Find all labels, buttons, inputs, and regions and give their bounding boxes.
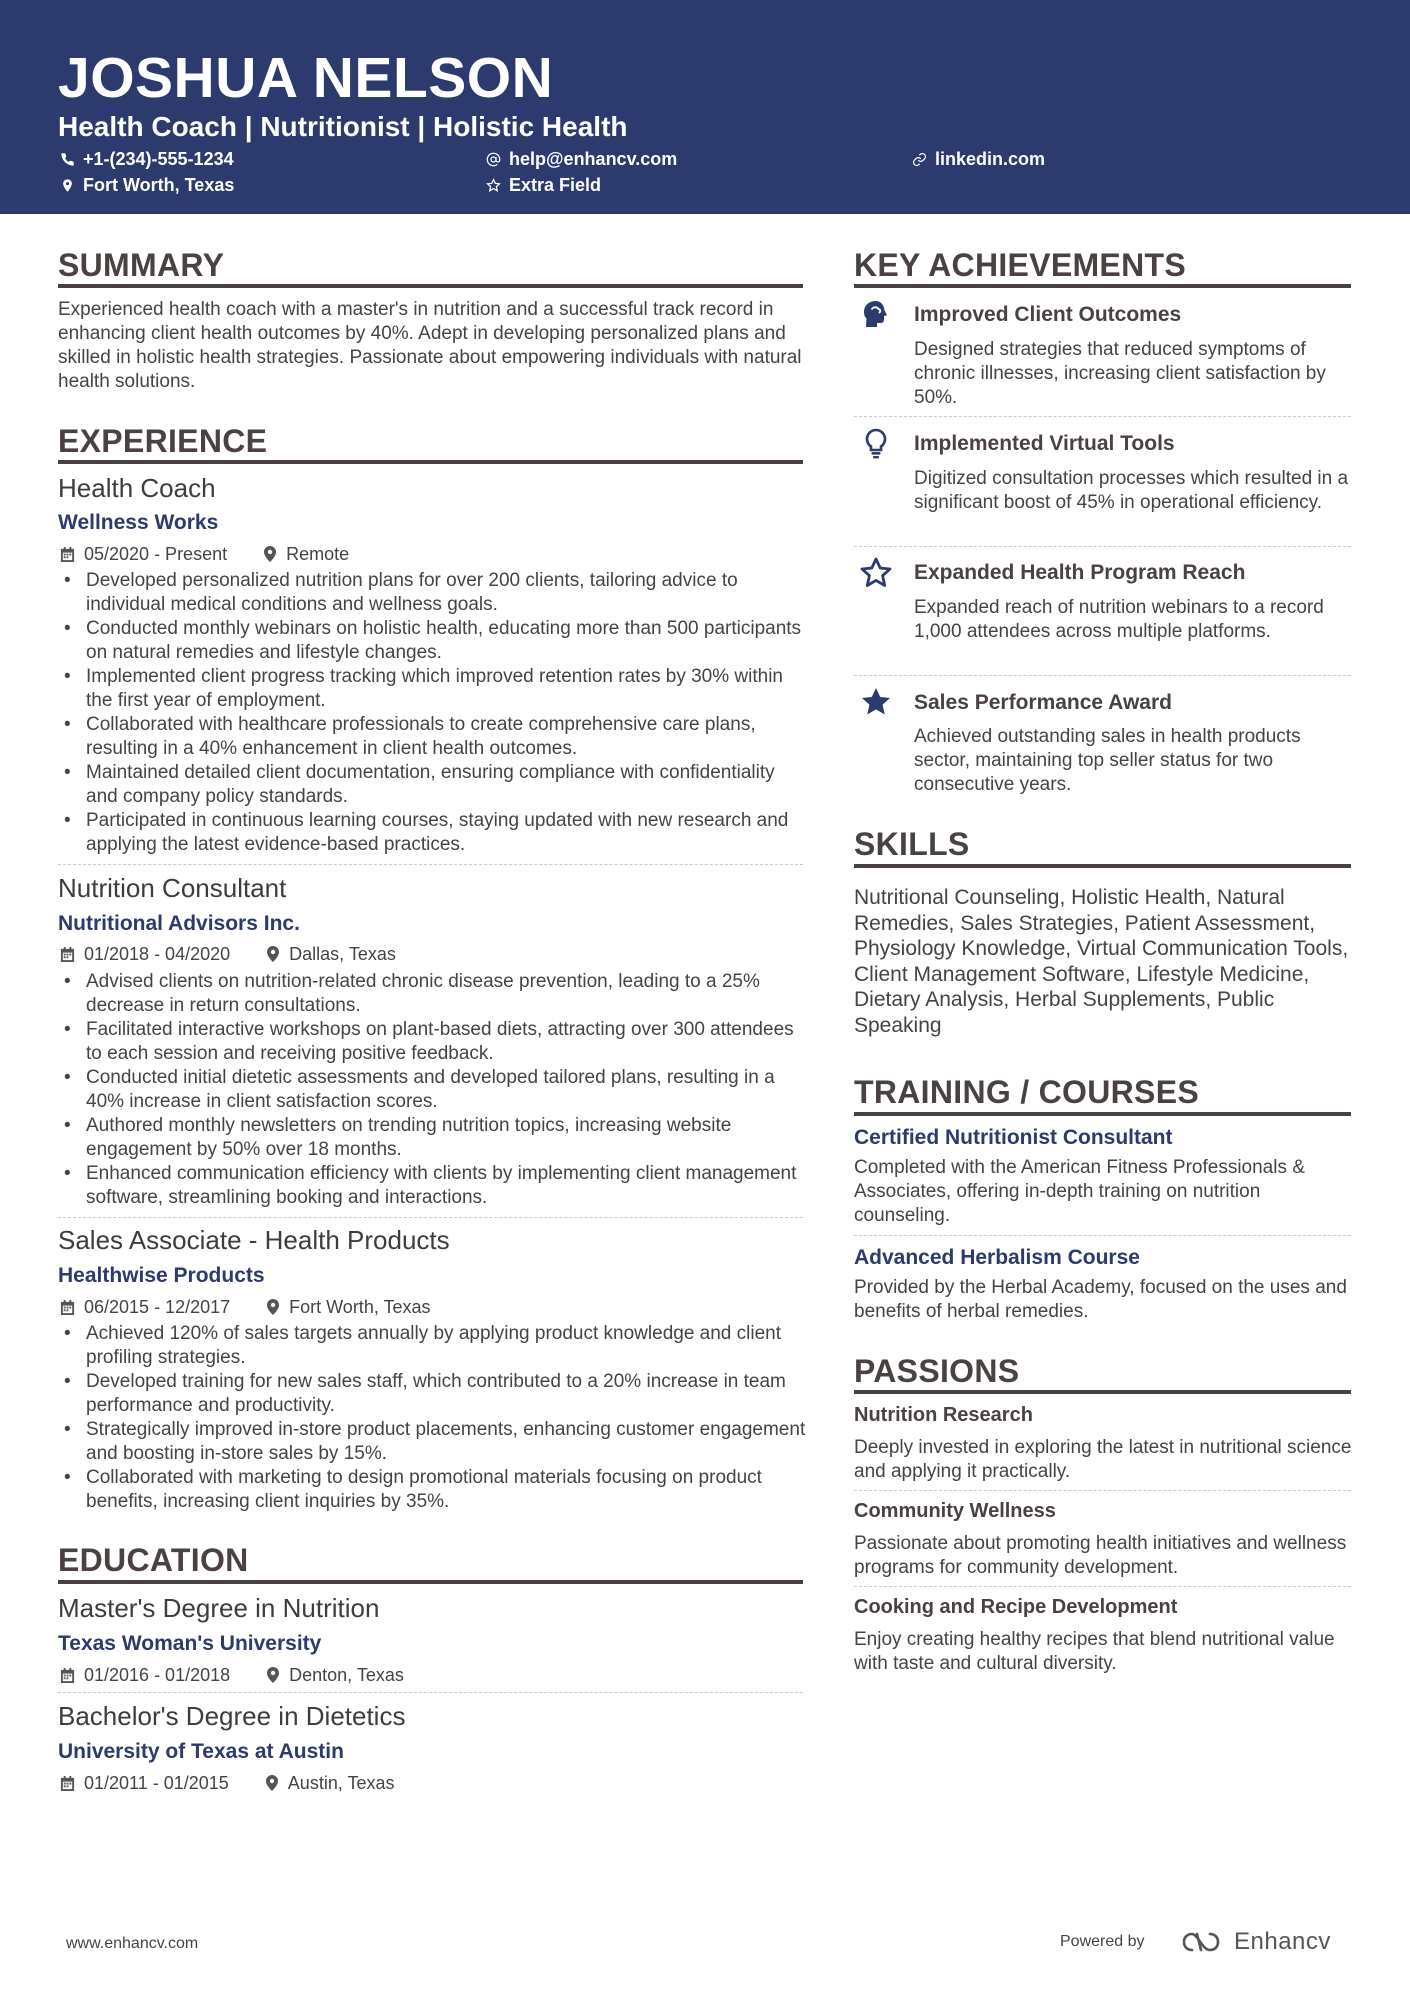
passion-title: Nutrition Research — [854, 1404, 1033, 1426]
map-pin-icon — [265, 1775, 279, 1791]
job-location — [266, 1296, 430, 1318]
job-title: Nutrition Consultant — [58, 873, 287, 903]
bullet-item: • Collaborated with healthcare professionals to create comprehensive care plans, resulting in a 40% enhancement in client health outcomes. — [58, 713, 808, 761]
enhancv-logo[interactable] — [1180, 1924, 1331, 1960]
achievement-text: Digitized consultation processes which resulted in a significant boost of 45% in operational efficiency. — [914, 468, 1349, 513]
contact-extra — [486, 174, 601, 196]
experience-rule — [58, 460, 803, 464]
summary-text: Experienced health coach with a master's in nutrition and a successful track record in enhancing client health outcomes by 40%. Adept in developing personalized plans and skilled in holistic health strategies. Passionate about empowering individuals with natural health solutions. — [58, 299, 802, 392]
education-title: EDUCATION — [58, 1542, 249, 1578]
star-filled-icon — [859, 685, 893, 719]
star-outline-icon — [859, 556, 893, 590]
education-location-text: Austin, Texas — [287, 1773, 395, 1793]
map-pin-icon — [266, 946, 280, 962]
achievements-rule — [854, 284, 1351, 288]
calendar-icon — [60, 1668, 75, 1683]
calendar-icon — [60, 1300, 75, 1315]
calendar-icon — [60, 547, 75, 562]
candidate-name: JOSHUA NELSON — [58, 46, 554, 110]
bullet-item: • Developed personalized nutrition plans for over 200 clients, tailoring advice to individual medical conditions and wellness goals. — [58, 569, 808, 617]
head-icon — [859, 298, 893, 332]
divider — [854, 675, 1351, 676]
star-outline-icon — [486, 178, 501, 193]
bullet-item: • Conducted monthly webinars on holistic health, educating more than 500 participants on natural remedies and lifestyle changes. — [58, 617, 808, 665]
job-meta — [60, 543, 349, 565]
education-location — [265, 1772, 395, 1794]
map-pin-icon — [60, 178, 75, 193]
map-pin-icon — [266, 1667, 280, 1683]
job-title: Health Coach — [58, 473, 216, 503]
header-banner — [0, 0, 1410, 214]
bullet-item: • Authored monthly newsletters on trending nutrition topics, increasing website engagement by 50% over 18 months. — [58, 1114, 808, 1162]
passions-rule — [854, 1390, 1351, 1394]
summary-title: SUMMARY — [58, 247, 225, 283]
divider — [854, 546, 1351, 547]
course-title: Certified Nutritionist Consultant — [854, 1126, 1173, 1149]
footer-website[interactable]: www.enhancv.com — [66, 1935, 199, 1952]
education-location — [266, 1664, 404, 1686]
achievement-text: Designed strategies that reduced symptoms of chronic illnesses, increasing client satisfaction by 50%. — [914, 339, 1326, 408]
passion-title: Community Wellness — [854, 1500, 1056, 1522]
education-meta — [60, 1664, 404, 1686]
passion-text: Deeply invested in exploring the latest in nutritional science and applying it practically. — [854, 1437, 1352, 1482]
bullet-item: • Collaborated with marketing to design promotional materials focusing on product benefits, increasing client inquiries by 35%. — [58, 1466, 808, 1514]
degree-title: Bachelor's Degree in Dietetics — [58, 1701, 406, 1731]
job-bullets — [58, 970, 808, 1210]
divider — [854, 1490, 1351, 1491]
lightbulb-icon — [859, 426, 893, 460]
job-dates: 01/2018 - 04/2020 — [84, 944, 231, 964]
divider — [854, 416, 1351, 417]
education-rule — [58, 1580, 803, 1584]
location-text: Fort Worth, Texas — [83, 175, 235, 195]
education-dates: 01/2011 - 01/2015 — [84, 1773, 229, 1793]
education-meta — [60, 1772, 395, 1794]
map-pin-icon — [263, 546, 277, 562]
bullet-item: • Strategically improved in-store product placements, enhancing customer engagement and boosting in-store sales by 15%. — [58, 1418, 808, 1466]
skills-rule — [854, 864, 1351, 868]
course-text: Provided by the Herbal Academy, focused on the uses and benefits of herbal remedies. — [854, 1277, 1347, 1322]
phone-icon — [60, 152, 75, 167]
skills-text: Nutritional Counseling, Holistic Health, Natural Remedies, Sales Strategies, Patient Assessment, Physiology Knowledge, Virtual Communication Tools, Client Management Software, Lifestyle Medicine, Dietary Analysis, Herbal Supplements, Public Speaking — [854, 886, 1349, 1037]
job-location — [263, 543, 349, 565]
bullet-item: • Enhanced communication efficiency with clients by implementing client management software, streamlining booking and interactions. — [58, 1162, 808, 1210]
course-text: Completed with the American Fitness Professionals & Associates, offering in-depth training on nutrition counseling. — [854, 1157, 1305, 1226]
divider — [854, 1586, 1351, 1587]
experience-title: EXPERIENCE — [58, 423, 268, 459]
achievement-title: Improved Client Outcomes — [914, 303, 1182, 326]
achievement-title: Implemented Virtual Tools — [914, 432, 1175, 455]
passion-title: Cooking and Recipe Development — [854, 1596, 1178, 1618]
training-rule — [854, 1112, 1351, 1116]
training-title: TRAINING / COURSES — [854, 1074, 1199, 1110]
job-dates: 06/2015 - 12/2017 — [84, 1297, 231, 1317]
degree-title: Master's Degree in Nutrition — [58, 1593, 380, 1623]
contact-location — [60, 174, 234, 196]
calendar-icon — [60, 1776, 75, 1791]
achievement-text: Achieved outstanding sales in health products sector, maintaining top seller status for two consecutive years. — [914, 726, 1301, 795]
bullet-item: • Achieved 120% of sales targets annually by applying product knowledge and client profiling strategies. — [58, 1322, 808, 1370]
job-meta — [60, 943, 396, 965]
job-location-text: Remote — [286, 544, 350, 564]
course-title: Advanced Herbalism Course — [854, 1246, 1140, 1269]
job-company[interactable]: Nutritional Advisors Inc. — [58, 912, 300, 935]
map-pin-icon — [266, 1299, 280, 1315]
summary-rule — [58, 284, 803, 288]
skills-title: SKILLS — [854, 826, 970, 862]
achievement-text: Expanded reach of nutrition webinars to a record 1,000 attendees across multiple platforms. — [914, 597, 1324, 642]
job-title: Sales Associate - Health Products — [58, 1225, 450, 1255]
passion-text: Enjoy creating healthy recipes that blend nutritional value with taste and cultural diversity. — [854, 1629, 1335, 1674]
education-dates: 01/2016 - 01/2018 — [84, 1665, 231, 1685]
school-name[interactable]: University of Texas at Austin — [58, 1740, 344, 1763]
contact-phone[interactable] — [60, 148, 234, 170]
achievement-title: Expanded Health Program Reach — [914, 561, 1246, 584]
education-location-text: Denton, Texas — [289, 1665, 404, 1685]
job-location-text: Fort Worth, Texas — [289, 1297, 431, 1317]
enhancv-brand-text: Enhancv — [1234, 1928, 1331, 1955]
phone-text: +1-(234)-555-1234 — [83, 149, 234, 169]
calendar-icon — [60, 947, 75, 962]
job-location — [266, 943, 396, 965]
bullet-item: • Advised clients on nutrition-related chronic disease prevention, leading to a 25% decrease in return consultations. — [58, 970, 808, 1018]
divider — [58, 1217, 803, 1218]
divider — [58, 1692, 803, 1693]
achievements-title: KEY ACHIEVEMENTS — [854, 247, 1186, 283]
school-name[interactable]: Texas Woman's University — [58, 1632, 322, 1655]
job-meta — [60, 1296, 431, 1318]
bullet-item: • Facilitated interactive workshops on plant-based diets, attracting over 300 attendees to each session and receiving positive feedback. — [58, 1018, 808, 1066]
bullet-item: • Developed training for new sales staff, which contributed to a 20% increase in team performance and productivity. — [58, 1370, 808, 1418]
passions-title: PASSIONS — [854, 1353, 1020, 1389]
bullet-item: • Conducted initial dietetic assessments and developed tailored plans, resulting in a 40% increase in client satisfaction scores. — [58, 1066, 808, 1114]
bullet-item: • Maintained detailed client documentation, ensuring compliance with confidentiality and company policy standards. — [58, 761, 808, 809]
job-bullets — [58, 569, 808, 857]
bullet-item: • Implemented client progress tracking which improved retention rates by 30% within the first year of employment. — [58, 665, 808, 713]
contact-website[interactable] — [912, 148, 1045, 170]
extra-text: Extra Field — [509, 175, 602, 195]
bullet-item: • Participated in continuous learning courses, staying updated with new research and applying the latest evidence-based practices. — [58, 809, 808, 857]
job-company[interactable]: Healthwise Products — [58, 1264, 265, 1287]
divider — [58, 864, 803, 865]
job-dates: 05/2020 - Present — [84, 544, 228, 564]
enhancv-logo-icon — [1180, 1924, 1226, 1960]
at-icon — [486, 152, 501, 167]
job-bullets — [58, 1322, 808, 1514]
divider — [854, 1235, 1351, 1236]
email-text: help@enhancv.com — [509, 149, 678, 169]
contact-email[interactable] — [486, 148, 677, 170]
passion-text: Passionate about promoting health initiatives and wellness programs for community development. — [854, 1533, 1347, 1578]
job-company[interactable]: Wellness Works — [58, 511, 219, 534]
job-location-text: Dallas, Texas — [289, 944, 396, 964]
link-icon — [912, 152, 927, 167]
achievement-title: Sales Performance Award — [914, 691, 1172, 714]
footer-powered-by: Powered by — [1060, 1933, 1145, 1950]
website-text: linkedin.com — [935, 149, 1046, 169]
headline: Health Coach | Nutritionist | Holistic Health — [58, 111, 628, 142]
